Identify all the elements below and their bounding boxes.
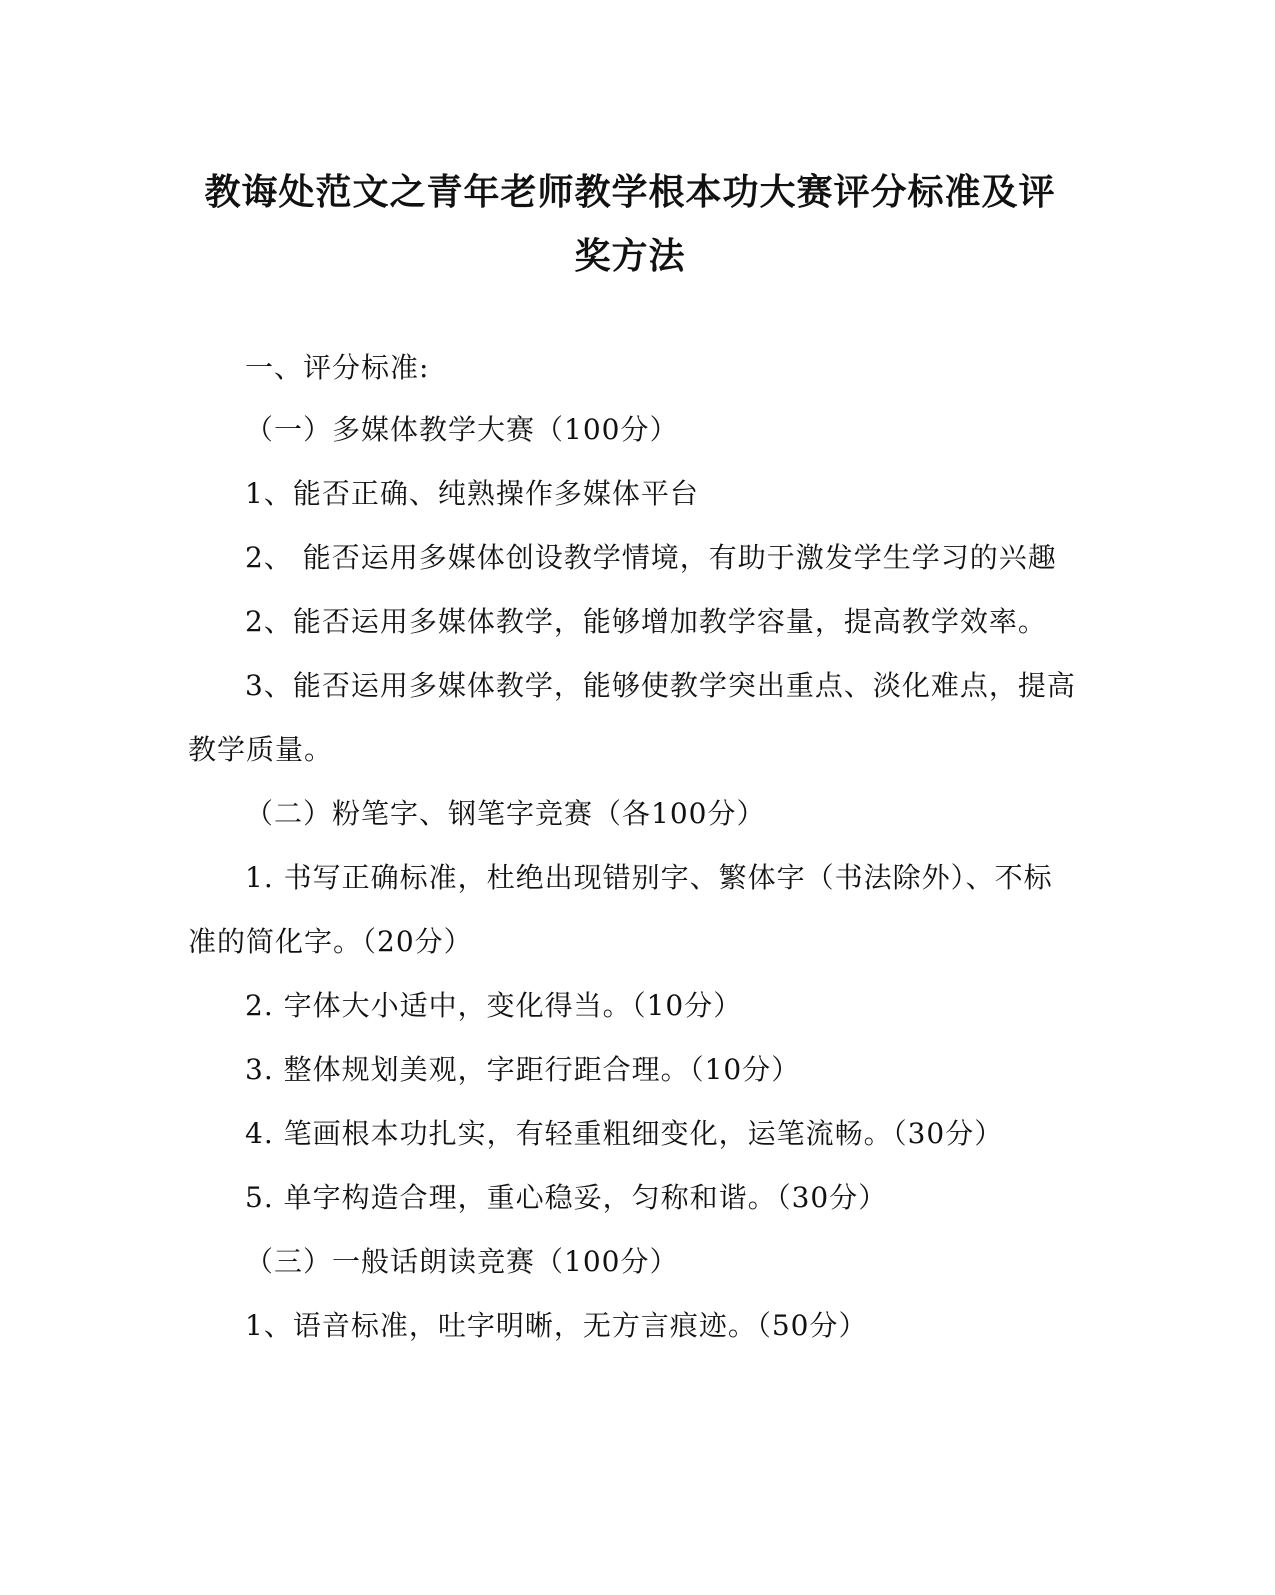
criterion-item: 1、语音标准，吐字明晰，无方言痕迹。（50分）	[245, 1309, 868, 1342]
criterion-item: 5. 单字构造合理，重心稳妥，匀称和谐。（30分）	[245, 1181, 888, 1214]
subsection-heading: （一）多媒体教学大赛（100分）	[245, 413, 679, 446]
document-title-line-2: 奖方法	[574, 235, 686, 277]
criterion-item: 3. 整体规划美观，字距行距合理。（10分）	[245, 1053, 801, 1086]
criterion-item-continuation: 准的简化字。（20分）	[188, 925, 473, 958]
criterion-item: 1. 书写正确标准，杜绝出现错别字、繁体字（书法除外）、不标	[245, 861, 1053, 894]
subsection-heading: （三）一般话朗读竞赛（100分）	[245, 1245, 679, 1278]
criterion-item-continuation: 教学质量。	[188, 733, 334, 766]
criterion-item: 2. 字体大小适中，变化得当。（10分）	[245, 989, 743, 1022]
criterion-item: 1、能否正确、纯熟操作多媒体平台	[245, 477, 699, 510]
criterion-item: 4. 笔画根本功扎实，有轻重粗细变化，运笔流畅。（30分）	[245, 1117, 1004, 1150]
criterion-item: 2、能否运用多媒体教学，能够增加教学容量，提高教学效率。	[245, 605, 1047, 638]
document-title-line-1: 教诲处范文之青年老师教学根本功大赛评分标准及评	[204, 171, 1056, 213]
subsection-heading: （二）粉笔字、钢笔字竞赛（各100分）	[245, 797, 766, 830]
criterion-item: 2、 能否运用多媒体创设教学情境，有助于激发学生学习的兴趣	[245, 541, 1057, 574]
criterion-item: 3、能否运用多媒体教学，能够使教学突出重点、淡化难点，提高	[245, 669, 1076, 702]
section-heading: 一、评分标准:	[245, 351, 430, 384]
